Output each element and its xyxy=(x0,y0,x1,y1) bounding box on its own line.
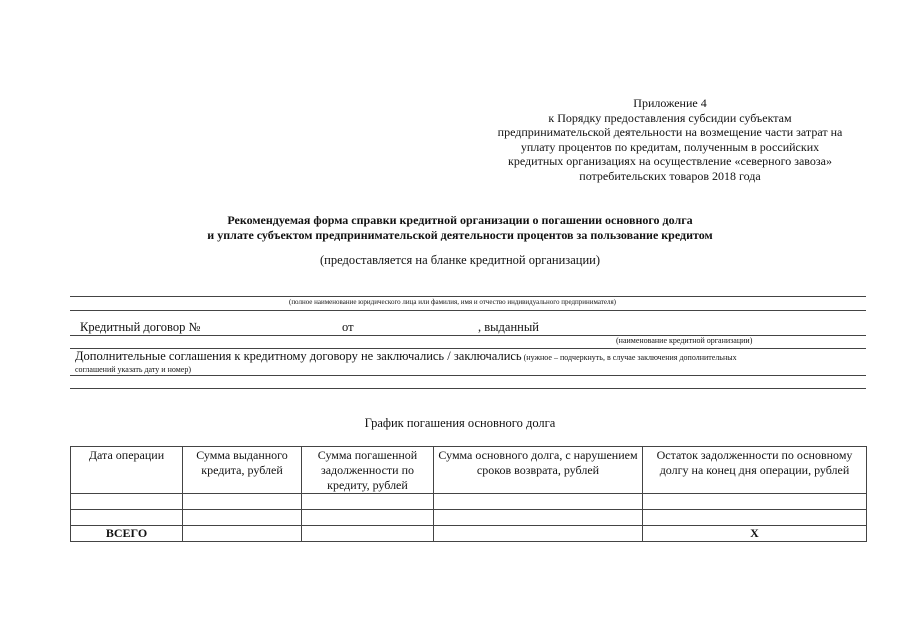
table-cell[interactable] xyxy=(71,510,183,526)
table-cell[interactable] xyxy=(643,494,867,510)
credit-contract-label: Кредитный договор № xyxy=(80,320,201,334)
form-subtitle: (предоставляется на бланке кредитной организации) xyxy=(320,253,600,267)
additional-agreements-note-cont: соглашений указать дату и номер) xyxy=(75,365,191,374)
appendix-line: к Порядку предоставления субсидии субъектам xyxy=(548,110,792,125)
table-cell[interactable] xyxy=(302,526,434,542)
table-cell[interactable] xyxy=(434,526,643,542)
appendix-line: предпринимательской деятельности на возмещение части затрат на xyxy=(497,125,843,140)
divider-line xyxy=(70,375,866,376)
appendix-reference xyxy=(470,96,870,184)
table-header-row xyxy=(71,447,867,494)
divider-line xyxy=(70,310,866,311)
header-operation-date: Дата операции xyxy=(71,447,183,494)
table-cell[interactable] xyxy=(434,494,643,510)
table-cell[interactable] xyxy=(71,494,183,510)
repayment-schedule-table xyxy=(70,446,867,542)
entity-name-hint: (полное наименование юридического лица или фамилия, имя и отчество индивидуального предпринимателя) xyxy=(288,298,617,306)
header-overdue-principal: Сумма основного долга, с нарушением сроков возврата, рублей xyxy=(434,447,643,494)
credit-contract-issued-label: , выданный xyxy=(478,320,539,334)
table-row xyxy=(71,510,867,526)
total-x-mark: Х xyxy=(643,526,867,542)
divider-line xyxy=(70,388,866,389)
additional-agreements xyxy=(75,349,737,365)
table-total-row xyxy=(71,526,867,542)
table-cell[interactable] xyxy=(302,510,434,526)
table-cell[interactable] xyxy=(183,526,302,542)
header-issued-amount: Сумма выданного кредита, рублей xyxy=(183,447,302,494)
credit-contract-from-label: от xyxy=(342,320,354,334)
form-title-line-2: и уплате субъектом предпринимательской деятельности процентов за пользование кредитом xyxy=(207,227,713,242)
table-row xyxy=(71,494,867,510)
header-remaining-debt: Остаток задолженности по основному долгу на конец дня операции, рублей xyxy=(643,447,867,494)
credit-org-hint: (наименование кредитной организации) xyxy=(616,336,753,345)
table-cell[interactable] xyxy=(183,494,302,510)
appendix-line: потребительских товаров 2018 года xyxy=(579,168,761,183)
appendix-line: кредитных организациях на осуществление «северного завоза» xyxy=(508,154,832,169)
additional-agreements-text: Дополнительные соглашения к кредитному договору не заключались / заключались xyxy=(75,349,522,363)
header-repaid-amount: Сумма погашенной задолженности по кредиту, рублей xyxy=(302,447,434,494)
table-cell[interactable] xyxy=(434,510,643,526)
total-label: ВСЕГО xyxy=(71,526,183,542)
form-title-line-1: Рекомендуемая форма справки кредитной организации о погашении основного долга xyxy=(227,213,693,227)
additional-agreements-note: (нужное – подчеркнуть, в случае заключения дополнительных xyxy=(521,353,737,362)
table-cell[interactable] xyxy=(183,510,302,526)
schedule-title: График погашения основного долга xyxy=(364,416,556,430)
table-cell[interactable] xyxy=(302,494,434,510)
appendix-line: уплату процентов по кредитам, полученным в российских xyxy=(520,139,820,154)
table-cell[interactable] xyxy=(643,510,867,526)
entity-name-line xyxy=(70,296,866,297)
form-title xyxy=(150,213,770,242)
appendix-line: Приложение 4 xyxy=(633,96,707,110)
